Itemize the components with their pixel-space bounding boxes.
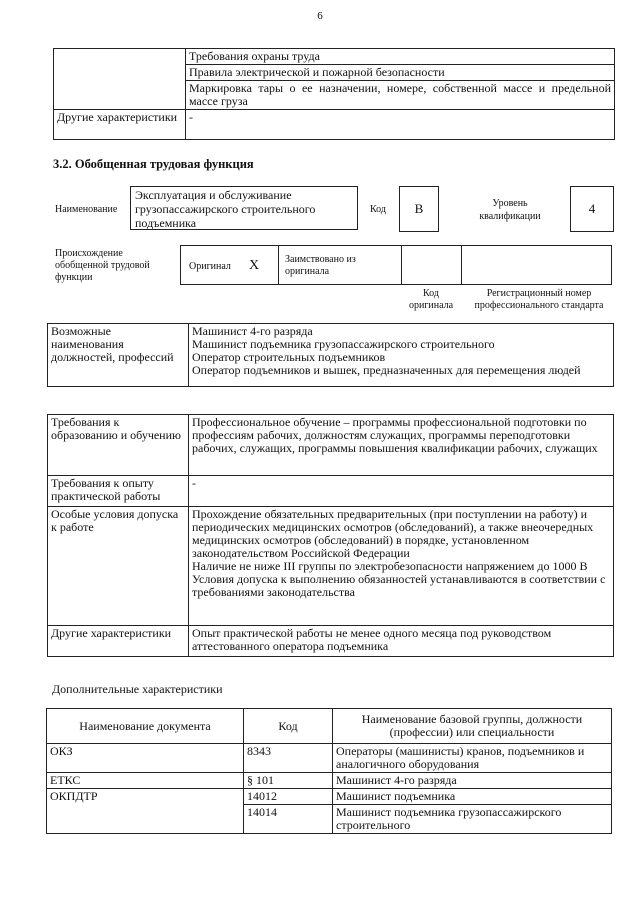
code-cell: 14012 [244, 789, 333, 805]
position-item: Машинист подъемника грузопассажирского строительного [192, 337, 495, 351]
requirements-table [47, 414, 614, 657]
table-cell-empty [54, 49, 186, 65]
condition-item: Наличие не ниже III группы по электробезопасности напряжением до 1000 В [192, 559, 588, 573]
level-box: 4 [570, 186, 614, 232]
name-cell: Операторы (машинисты) кранов, подъемников и аналогичного оборудования [333, 744, 612, 773]
code-cell: 14014 [244, 805, 333, 834]
divider [461, 245, 462, 285]
doc-cell: ОКПДТР [47, 789, 244, 805]
divider [401, 245, 402, 285]
origin-label: Происхождение обобщенной трудовой функции [55, 248, 150, 283]
table-cell-empty [54, 81, 186, 110]
positions-list [189, 324, 614, 387]
header-code: Код [244, 709, 333, 744]
code-original-caption: Код оригинала [408, 288, 454, 311]
position-item: Машинист 4-го разряда [192, 324, 313, 338]
position-item: Оператор строительных подъемников [192, 350, 386, 364]
header-name: Наименование базовой группы, должности (профессии) или специальности [333, 709, 612, 744]
top-requirements-table [53, 48, 615, 140]
original-mark: X [249, 258, 260, 273]
additional-title: Дополнительные характеристики [52, 682, 223, 696]
divider [278, 245, 279, 285]
condition-item: Прохождение обязательных предварительных (при поступлении на работу) и периодических медицинских осмотров (обследований), а также внеочередных медицинских осмотров (обследований) в порядке, установленном законодательством Российской Федерации [192, 507, 594, 560]
experience-label: Требования к опыту практической работы [48, 476, 189, 507]
level-label: Уровень квалификации [479, 198, 541, 222]
education-value: Профессиональное обучение – программы профессиональной подготовки по профессиям рабочих, должностям служащих, программы переподготовки рабочих, служащих, программы повышения квалификации рабочих, служащих [189, 415, 614, 476]
reg-number-caption: Регистрационный номер профессионального стандарта [474, 288, 604, 311]
doc-cell: ЕТКС [47, 773, 244, 789]
condition-item: Условия допуска к выполнению обязанностей устанавливаются в соответствии с требованиями законодательства [192, 572, 606, 599]
header-document: Наименование документа [47, 709, 244, 744]
name-cell: Машинист 4-го разряда [333, 773, 612, 789]
table-cell-empty [54, 65, 186, 81]
education-label: Требования к образованию и обучению [48, 415, 189, 476]
name-cell: Машинист подъемника [333, 789, 612, 805]
code-cell: § 101 [244, 773, 333, 789]
original-label: Оригинал [189, 261, 231, 272]
additional-table [46, 708, 612, 834]
borrowed-label: Заимствовано из оригинала [285, 254, 356, 277]
origin-box [180, 245, 612, 285]
page-number: 6 [317, 10, 323, 22]
position-item: Оператор подъемников и вышек, предназначенных для перемещения людей [192, 363, 581, 377]
table-cell: Правила электрической и пожарной безопасности [186, 65, 615, 81]
code-label: Код [370, 204, 386, 215]
other-characteristics-label: Другие характеристики [54, 110, 186, 140]
code-box: B [399, 186, 439, 232]
function-name-box: Эксплуатация и обслуживание грузопассажирского строительного подъемника [130, 186, 358, 230]
positions-label: Возможные наименования должностей, профессий [48, 324, 189, 387]
table-cell: Требования охраны труда [186, 49, 615, 65]
positions-table [47, 323, 614, 387]
other-characteristics-value: - [186, 110, 615, 140]
conditions-list [189, 507, 614, 626]
doc-cell [47, 805, 244, 834]
doc-cell: ОКЗ [47, 744, 244, 773]
conditions-label: Особые условия допуска к работе [48, 507, 189, 626]
name-label: Наименование [55, 204, 118, 215]
section-title: 3.2. Обобщенная трудовая функция [53, 157, 254, 171]
experience-value: - [189, 476, 614, 507]
code-cell: 8343 [244, 744, 333, 773]
other-value: Опыт практической работы не менее одного месяца под руководством аттестованного оператора подъемника [189, 626, 614, 657]
name-cell: Машинист подъемника грузопассажирского строительного [333, 805, 612, 834]
table-cell: Маркировка тары о ее назначении, номере, собственной массе и предельной массе груза [186, 81, 615, 110]
other-label: Другие характеристики [48, 626, 189, 657]
